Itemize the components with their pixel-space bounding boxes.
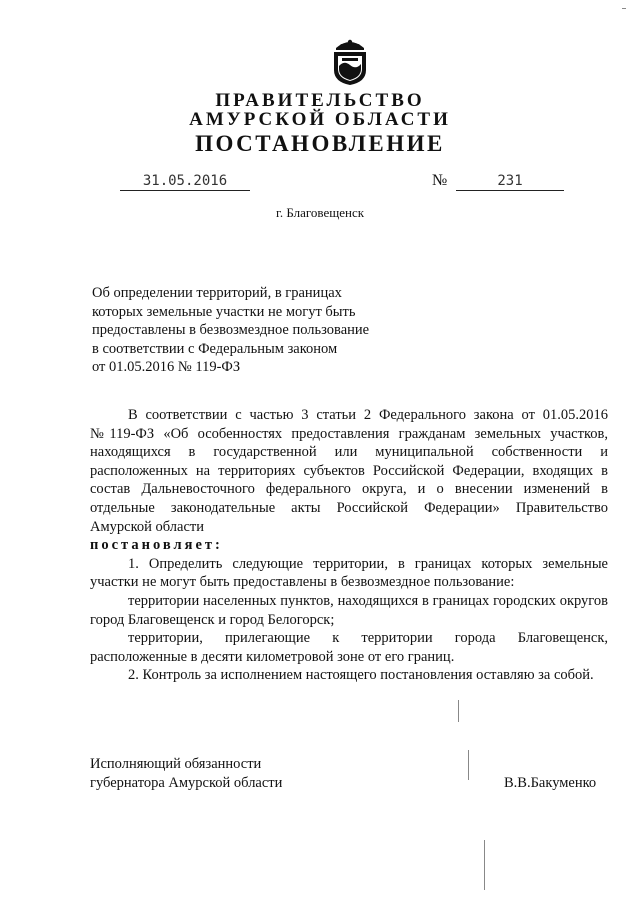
scan-mark xyxy=(622,8,626,9)
subject-line: от 01.05.2016 № 119-ФЗ xyxy=(92,359,241,375)
decree-word: постановляет: xyxy=(90,537,223,554)
signatory-position xyxy=(90,755,282,793)
scan-mark xyxy=(458,700,459,722)
subject-line: предоставлены в безвозмездное пользование xyxy=(92,322,370,338)
region-title: АМУРСКОЙ ОБЛАСТИ xyxy=(189,109,451,130)
item-2-paragraph: 2. Контроль за исполнением настоящего постановления оставляю за собой. xyxy=(128,667,594,684)
document-date: 31.05.2016 xyxy=(120,173,250,191)
document-number: 231 xyxy=(456,173,564,191)
document-type-title: ПОСТАНОВЛЕНИЕ xyxy=(195,131,445,156)
government-title: ПРАВИТЕЛЬСТВО xyxy=(215,90,425,111)
document-subject xyxy=(92,284,412,377)
city-line: г. Благовещенск xyxy=(275,205,365,220)
scan-mark xyxy=(468,750,469,780)
subject-line: в соответствии с Федеральным законом xyxy=(92,340,338,357)
document-body xyxy=(90,406,608,685)
number-label: № xyxy=(432,172,448,189)
item-1b-paragraph: территории, прилегающие к территории города Благовещенск, расположенные в десяти километровой зоне от его границ. xyxy=(90,630,608,665)
preamble-paragraph: В соответствии с частью 3 статьи 2 Федерального закона от 01.05.2016 №119-ФЗ «Об особенностях предоставления гражданам земельных участков, находящихся в государственной или муниципальной собственности и расположенных на территориях субъектов Российской Федерации, входящих в состав Дальневосточного федерального округа, и о внесении изменений в отдельные законодательные акты Российской Федерации» Правительство Амурской области xyxy=(90,407,608,535)
scan-mark xyxy=(484,840,485,890)
position-line: Исполняющий обязанности xyxy=(90,756,262,772)
item-1-paragraph: 1. Определить следующие территории, в границах которых земельные участки не могут быть предоставлены в безвозмездное пользование: xyxy=(90,555,608,591)
signatory-name: В.В.Бакуменко xyxy=(504,775,597,791)
subject-line: которых земельные участки не могут быть xyxy=(92,303,356,320)
position-line: губернатора Амурской области xyxy=(90,775,283,791)
coat-of-arms-icon xyxy=(330,38,370,86)
subject-line: Об определении территорий, в границах xyxy=(92,285,342,301)
item-1a-paragraph: территории населенных пунктов, находящихся в границах городских округов город Благовещенск и город Белогорск; xyxy=(90,592,608,628)
